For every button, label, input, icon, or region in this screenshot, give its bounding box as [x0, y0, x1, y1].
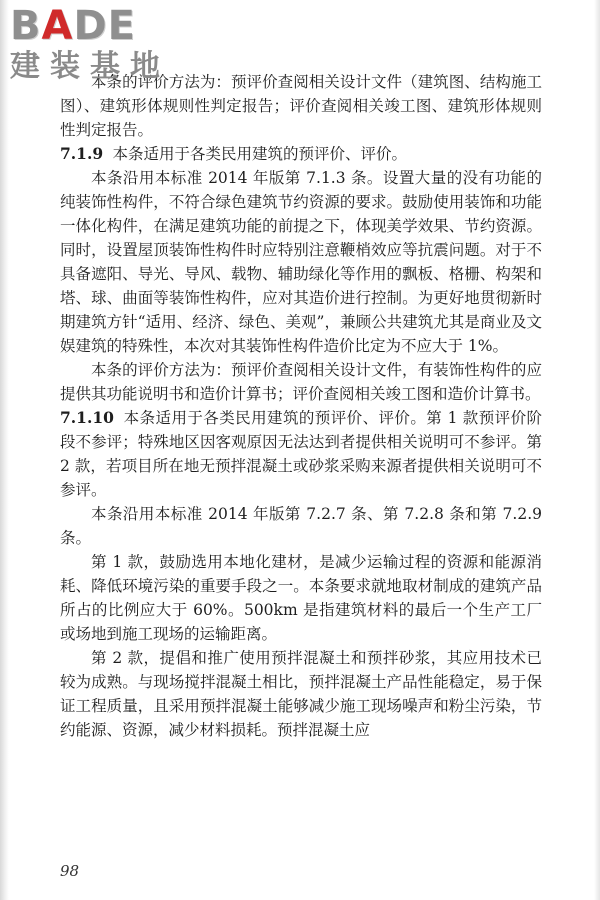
paragraph-text: 本条适用于各类民用建筑的预评价、评价。第 1 款预评价阶段不参评；特殊地区因客观原因无法达到者提供相关说明可不参评。第 2 款，若项目所在地无预拌混凝土或砂浆采购来源者提供相关说明可不参评。	[60, 409, 542, 499]
watermark-logo	[10, 4, 190, 90]
body-paragraph	[60, 646, 542, 742]
paragraph-text: 第 2 款，提倡和推广使用预拌混凝土和预拌砂浆，其应用技术已较为成熟。与现场搅拌混凝土相比，预拌混凝土产品性能稳定，易于保证工程质量，且采用预拌混凝土能够减少施工现场噪声和粉尘污染，节约能源、资源，减少材料损耗。预拌混凝土应	[60, 649, 542, 739]
page-number: 98	[60, 862, 80, 880]
body-paragraph	[60, 358, 542, 406]
article-paragraph	[60, 406, 542, 502]
paragraph-text: 本条的评价方法为：预评价查阅相关设计文件（建筑图、结构施工图）、建筑形体规则性判定报告；评价查阅相关竣工图、建筑形体规则性判定报告。	[60, 73, 542, 139]
paragraph-text: 本条沿用本标准 2014 年版第 7.2.7 条、第 7.2.8 条和第 7.2.9 条。	[60, 505, 542, 547]
logo-wordmark: BADE	[10, 3, 136, 49]
article-number: 7.1.10	[60, 408, 114, 427]
paragraph-text: 本条适用于各类民用建筑的预评价、评价。	[112, 145, 407, 163]
body-paragraph	[60, 166, 542, 358]
body-paragraph	[60, 502, 542, 550]
page-right-shadow	[594, 0, 600, 900]
body-paragraph	[60, 550, 542, 646]
article-paragraph	[60, 142, 542, 166]
page-binding-shadow	[0, 0, 9, 900]
article-number: 7.1.9	[60, 144, 104, 163]
paragraph-text: 本条沿用本标准 2014 年版第 7.1.3 条。设置大量的没有功能的纯装饰性构件，不符合绿色建筑节约资源的要求。鼓励使用装饰和功能一体化构件，在满足建筑功能的前提之下，体现美学效果、节约资源。同时，设置屋顶装饰性构件时应特别注意鞭梢效应等抗震问题。对于不具备遮阳、导光、导风、载物、辅助绿化等作用的飘板、格栅、构架和塔、球、曲面等装饰性构件，应对其造价进行控制。为更好地贯彻新时期建筑方针“适用、经济、绿色、美观”，兼顾公共建筑尤其是商业及文娱建筑的特殊性，本次对其装饰性构件造价比定为不应大于 1%。	[60, 169, 542, 355]
document-body	[60, 70, 542, 742]
paragraph-text: 本条的评价方法为：预评价查阅相关设计文件，有装饰性构件的应提供其功能说明书和造价计算书；评价查阅相关竣工图和造价计算书。	[60, 361, 542, 403]
paragraph-text: 第 1 款，鼓励选用本地化建材，是减少运输过程的资源和能源消耗、降低环境污染的重要手段之一。本条要求就地取材制成的建筑产品所占的比例应大于 60%。500km 是指建筑材料的最后一个生产工厂或场地到施工现场的运输距离。	[60, 553, 542, 643]
logo-subtitle: 建装基地	[10, 49, 170, 84]
